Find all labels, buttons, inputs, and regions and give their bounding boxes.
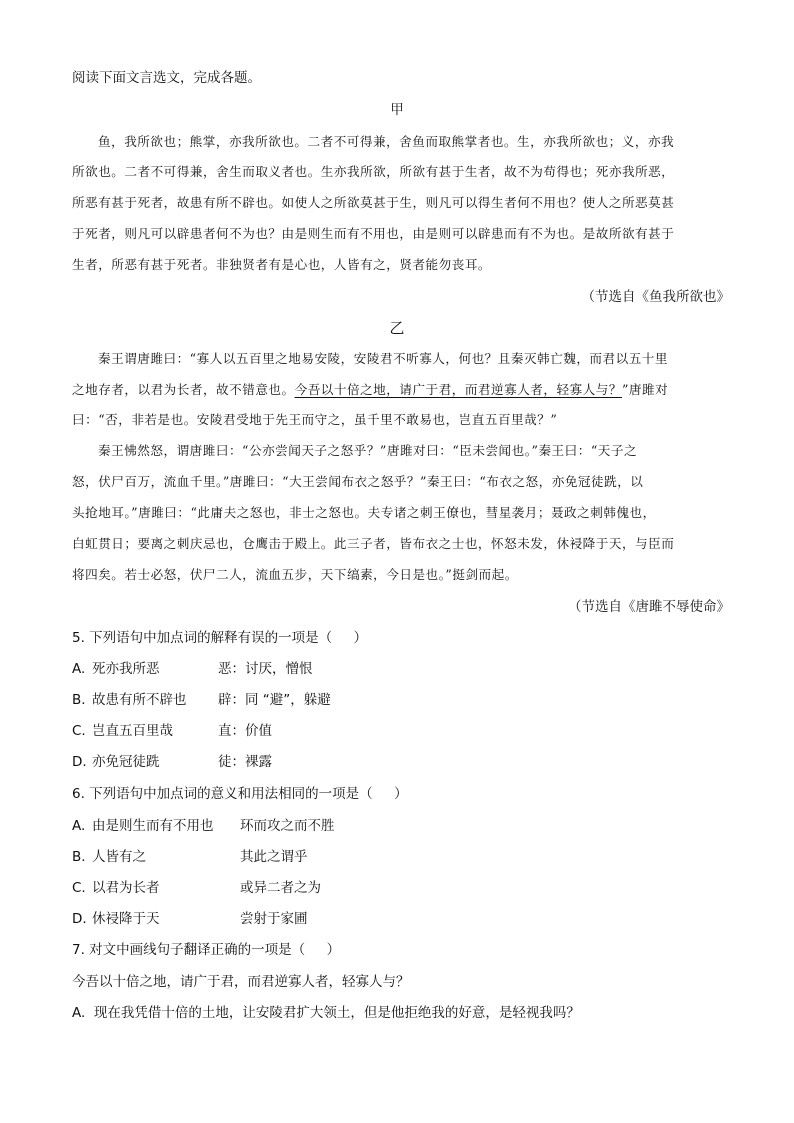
- passage-yi-line: 白虹贯日；要离之刺庆忌也，仓鹰击于殿上。此三子者，皆布衣之士也，怀怒未发，休祲降于天，与臣而: [72, 536, 675, 551]
- passage-yi-line: 怒，伏尸百万，流血千里。”唐雎曰：“大王尝闻布衣之怒乎？”秦王曰：“布衣之怒，亦免冠徒跣，以: [72, 474, 644, 489]
- q5-option-b-letter[interactable]: B.: [72, 692, 86, 708]
- passage-yi-line2-post: ”唐雎对: [621, 382, 669, 397]
- passage-jia-line: 所欲也。二者不可得兼，舍生而取义者也。生亦我所欲，所欲有甚于生者，故不为苟得也；死亦我所恶，: [72, 164, 675, 179]
- passage-jia-line: 生者，所恶有甚于死者。非独贤者有是心也，人皆有之，贤者能勿丧耳。: [72, 257, 491, 272]
- q5-option-d-letter[interactable]: D.: [72, 754, 87, 770]
- question-7-sentence: 今吾以十倍之地，请广于君，而君逆寡人者，轻寡人与？: [72, 974, 410, 990]
- q6-option-d-sentence: 休祲降于天: [92, 911, 160, 927]
- q6-option-a-letter[interactable]: A.: [72, 818, 86, 834]
- q5-option-a-letter[interactable]: A.: [72, 661, 86, 677]
- q6-option-d-gloss: 尝射于家圃: [240, 911, 308, 927]
- passage-jia-line: 所恶有甚于死者，故患有所不辟也。如使人之所欲莫甚于生，则凡可以得生者何不用也？使人之所恶莫甚: [72, 195, 675, 210]
- passage-jia-line: 鱼，我所欲也；熊掌，亦我所欲也。二者不可得兼，舍鱼而取熊掌者也。生，亦我所欲也；义，亦我: [98, 134, 675, 149]
- passage-yi-line: [72, 380, 668, 400]
- q5-option-a-gloss: 恶：讨厌，憎恨: [218, 661, 313, 677]
- q5-option-c-sentence: 岂直五百里哉: [92, 723, 173, 739]
- q5-option-d-sentence: 亦免冠徒跣: [92, 754, 160, 770]
- passage-yi-line: 秦王怫然怒，谓唐雎曰：“公亦尝闻天子之怒乎？”唐雎对曰：“臣未尝闻也。”秦王曰：“天子之: [98, 443, 638, 458]
- passage-jia-title: 甲: [390, 102, 404, 118]
- q6-option-b-gloss: 其此之谓乎: [240, 849, 308, 865]
- q6-option-d-letter[interactable]: D.: [72, 911, 87, 927]
- passage-yi-line: 头抢地耳。”唐雎曰：“此庸夫之怒也，非士之怒也。夫专诸之刺王僚也，彗星袭月；聂政之刺韩傀也，: [72, 505, 656, 520]
- q6-option-c-sentence: 以君为长者: [92, 880, 160, 896]
- passage-yi-source: （节选自《唐雎不辱使命》: [568, 599, 730, 615]
- passage-yi-title: 乙: [389, 319, 405, 337]
- instruction-text: 阅读下面文言选文，完成各题。: [72, 70, 261, 86]
- q6-option-a-gloss: 环而攻之而不胜: [240, 818, 335, 834]
- passage-jia-source: （节选自《鱼我所欲也》: [581, 289, 730, 305]
- passage-yi-line: 秦王谓唐雎曰：“寡人以五百里之地易安陵，安陵君不听寡人，何也？且秦灭韩亡魏，而君以五十里: [98, 351, 668, 366]
- q5-option-a-sentence: 死亦我所恶: [92, 661, 160, 677]
- q5-option-d-gloss: 徒：裸露: [218, 754, 272, 770]
- q6-option-a-sentence: 由是则生而有不用也: [92, 818, 214, 834]
- q6-option-c-gloss: 或异二者之为: [240, 880, 321, 896]
- q5-option-b-sentence: 故患有所不辟也: [92, 692, 187, 708]
- question-6-stem: 6. 下列语句中加点词的意义和用法相同的一项是（ ）: [72, 786, 408, 802]
- q6-option-c-letter[interactable]: C.: [72, 880, 86, 896]
- passage-jia-line: 于死者，则凡可以辟患者何不为也？由是则生而有不用也，由是则可以辟患而有不为也。是故所欲有甚于: [72, 226, 675, 241]
- q6-option-b-sentence: 人皆有之: [92, 849, 146, 865]
- q5-option-c-letter[interactable]: C.: [72, 723, 86, 739]
- passage-yi-line: 将四矣。若士必怒，伏尸二人，流血五步，天下缟素，今日是也。”挺剑而起。: [72, 567, 518, 582]
- passage-yi-line: 曰：“否，非若是也。安陵君受地于先王而守之，虽千里不敢易也，岂直五百里哉？”: [72, 412, 558, 427]
- q5-option-c-gloss: 直：价值: [218, 723, 272, 739]
- q7-option-a[interactable]: A. 现在我凭借十倍的土地，让安陵君扩大领土，但是他拒绝我的好意，是轻视我吗？: [72, 1005, 580, 1021]
- underlined-sentence: 今吾以十倍之地，请广于君，而君逆寡人者，轻寡人与？: [294, 382, 622, 397]
- question-5-stem: 5. 下列语句中加点词的解释有误的一项是（ ）: [72, 630, 368, 646]
- q5-option-b-gloss: 辟：同 “避”，躲避: [218, 692, 331, 708]
- q6-option-b-letter[interactable]: B.: [72, 849, 86, 865]
- question-7-stem: 7. 对文中画线句子翻译正确的一项是（ ）: [72, 942, 341, 958]
- passage-yi-line2-pre: 之地存者，以君为长者，故不错意也。: [72, 382, 295, 397]
